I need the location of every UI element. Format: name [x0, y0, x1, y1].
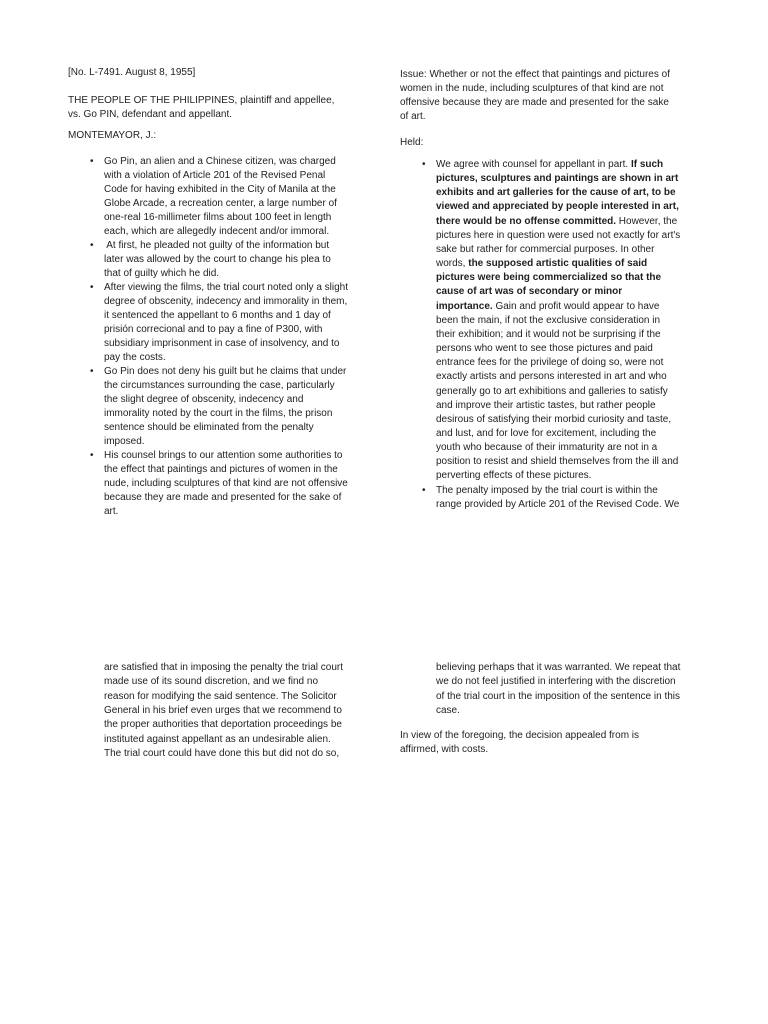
- text-segment: youth who because of their immaturity are not in a: [436, 442, 658, 454]
- continuation-right-line: [436, 661, 680, 675]
- text-segment: Code for having exhibited in the City of Manila at the: [104, 184, 336, 195]
- held-line: [436, 314, 680, 328]
- text-segment: the effect that paintings and pictures of women in the: [104, 464, 338, 475]
- issue-paragraph: [400, 68, 670, 124]
- held-line: [436, 186, 680, 200]
- bold-text: importance.: [436, 300, 493, 312]
- ponente: MONTEMAYOR, J.:: [68, 130, 157, 141]
- facts-line: [104, 281, 348, 295]
- bullet-marker: •: [90, 282, 94, 293]
- facts-line: [104, 295, 348, 309]
- held-line: [436, 300, 680, 314]
- facts-line: [104, 267, 348, 281]
- parties-line: [68, 108, 334, 122]
- facts-line: [104, 463, 348, 477]
- text-segment: sentence should be eliminated from the penalty: [104, 422, 314, 433]
- text-segment: the slight degree of obscenity, indecency and: [104, 394, 304, 405]
- continuation-right-line: [436, 704, 680, 718]
- facts-line: [104, 309, 348, 323]
- text-segment: we do not feel justified in interfering with the discretion: [436, 676, 676, 688]
- text-segment: believing perhaps that it was warranted. We repeat that: [436, 662, 681, 673]
- text-segment: In view of the foregoing, the decision appealed from is: [400, 730, 640, 741]
- facts-line: [104, 323, 348, 337]
- held-line: [436, 243, 680, 257]
- conclusion-paragraph: [400, 729, 639, 757]
- text-segment: generally go to art exhibitions and galleries to satisfy: [436, 385, 668, 397]
- facts-list: [90, 155, 349, 519]
- parties-line: [68, 94, 334, 108]
- facts-line: [104, 505, 348, 519]
- bold-text: pictures, sculptures and paintings are shown in art: [436, 173, 679, 185]
- text-segment: We agree with counsel for appellant in part.: [436, 159, 631, 170]
- bullet-marker: •: [90, 366, 94, 377]
- text-segment: nude, including sculptures of that kind are not offensive: [104, 478, 348, 489]
- text-segment: are satisfied that in imposing the penalty the trial court: [104, 662, 344, 673]
- facts-line: [104, 393, 348, 407]
- held-line: [436, 441, 680, 455]
- text-segment: pictures here in question were used not exactly for art's: [436, 229, 681, 241]
- conclusion-line: [400, 743, 639, 757]
- issue-line: [400, 82, 670, 96]
- text-segment: sake but rather for commercial purposes. In other: [436, 243, 655, 255]
- bold-text: exhibits and art galleries for the cause of art, to be: [436, 187, 676, 199]
- text-segment: with a violation of Article 201 of the Revised Penal: [104, 170, 326, 181]
- text-segment: because they are made and presented for the sake of: [104, 492, 342, 503]
- held-line: [436, 413, 680, 427]
- text-segment: case.: [436, 704, 460, 716]
- bold-text: viewed and appreciated by people interested in art,: [436, 201, 679, 213]
- held-line: [436, 328, 680, 342]
- held-heading: Held:: [400, 137, 424, 148]
- case-parties: [68, 94, 334, 122]
- facts-line: [104, 183, 348, 197]
- bold-text: there would be no offense committed.: [436, 215, 617, 227]
- text-segment: exactly artists and persons interested in art and who: [436, 371, 667, 383]
- text-segment: persons who went to see those pictures and paid: [436, 343, 653, 355]
- held-list: [422, 158, 681, 512]
- bold-text: cause of art was of secondary or minor: [436, 286, 623, 298]
- continuation-right-line: [436, 690, 680, 704]
- facts-line: [104, 449, 348, 463]
- facts-line: [104, 253, 348, 267]
- continuation-left-line: [104, 704, 343, 718]
- facts-line: [104, 365, 348, 379]
- issue-line: [400, 68, 670, 82]
- text-segment: subsidiary imprisonment in case of insolvency, and to: [104, 338, 340, 349]
- text-segment: reason for modifying the said sentence. The Solicitor: [104, 690, 337, 702]
- continuation-left-line: [104, 690, 343, 704]
- text-segment: THE PEOPLE OF THE PHILIPPINES, plaintiff and appellee,: [68, 95, 335, 106]
- text-segment: the circumstances surrounding the case, particularly: [104, 380, 335, 391]
- text-segment: offensive because they are made and presented for the sake: [400, 97, 669, 108]
- held-line: [436, 356, 680, 370]
- text-segment: the proper authorities that deportation proceedings be: [104, 719, 342, 731]
- text-segment: perverting effects of these pictures.: [436, 470, 592, 482]
- facts-bullet-item: [90, 155, 348, 239]
- facts-bullet-item: [90, 449, 348, 519]
- text-segment: imposed.: [104, 436, 145, 447]
- held-line: [436, 285, 680, 299]
- issue-line: [400, 110, 670, 124]
- held-line: [436, 257, 680, 271]
- facts-bullet-item: [90, 239, 348, 281]
- continuation-left-line: [104, 675, 343, 689]
- text-segment: Go Pin, an alien and a Chinese citizen, was charged: [104, 156, 336, 167]
- text-segment: and lust, and for love for excitement, including the: [436, 427, 657, 439]
- facts-line: [104, 225, 348, 239]
- text-segment: degree of obscenity, indecency and immorality in them,: [104, 296, 348, 307]
- facts-line: [104, 407, 348, 421]
- case-number: [No. L-7491. August 8, 1955]: [68, 67, 196, 78]
- held-line: [436, 215, 680, 229]
- text-segment: their exhibition; and it would not be surprising if the: [436, 328, 661, 340]
- text-segment: of the trial court in the imposition of the sentence in this: [436, 690, 681, 702]
- text-segment: immorality noted by the court in the films, the prison: [104, 408, 333, 419]
- facts-line: [104, 435, 348, 449]
- held-line: [436, 200, 680, 214]
- held-line: [436, 229, 680, 243]
- facts-line: [104, 337, 348, 351]
- held-line: [436, 342, 680, 356]
- text-segment: of art.: [400, 111, 426, 122]
- held-line: [436, 370, 680, 384]
- text-segment: that of guilty which he did.: [104, 268, 220, 279]
- text-segment: range provided by Article 201 of the Revised Code. We: [436, 498, 680, 510]
- facts-line: [104, 379, 348, 393]
- text-segment: Gain and profit would appear to have: [492, 300, 660, 312]
- held-line: [436, 172, 680, 186]
- bullet-marker: •: [90, 156, 94, 167]
- text-segment: and improve their artistic tastes, but rather people: [436, 399, 656, 411]
- text-segment: position to resist and shield themselves from the ill and: [436, 456, 679, 468]
- bold-text: If such: [630, 159, 664, 170]
- text-segment: Issue: Whether or not the effect that paintings and pictures of: [400, 69, 670, 80]
- text-segment: desirous of satisfying their morbid curiosity and taste,: [436, 413, 672, 425]
- facts-bullet-item: [90, 365, 348, 449]
- facts-bullet-item: [90, 281, 349, 365]
- text-segment: it sentenced the appellant to 6 months and 1 day of: [104, 310, 331, 321]
- bold-text: pictures were being commercialized so that the: [436, 272, 662, 284]
- continuation-left-line: [104, 661, 343, 675]
- text-segment: Globe Arcade, a recreation center, a large number of: [104, 198, 337, 209]
- facts-line: [104, 239, 348, 253]
- bold-text: the supposed artistic qualities of said: [468, 258, 648, 270]
- text-segment: vs. Go PIN, defendant and appellant.: [68, 109, 232, 120]
- facts-line: [104, 421, 348, 435]
- text-segment: prisión correcional and to pay a fine of P300, with: [104, 324, 323, 335]
- held-bullet-item: [422, 158, 681, 484]
- continuation-left-line: [104, 747, 343, 761]
- bullet-marker: •: [422, 484, 426, 496]
- bullet-marker: •: [90, 240, 94, 251]
- held-line: [436, 399, 680, 413]
- text-segment: affirmed, with costs.: [400, 744, 489, 756]
- facts-line: [104, 169, 348, 183]
- text-segment: The trial court could have done this but did not do so,: [104, 747, 340, 759]
- continuation-left-line: [104, 733, 343, 747]
- text-segment: entrance fees for the privilege of doing so, were not: [436, 357, 664, 369]
- bullet-marker: •: [422, 159, 426, 170]
- facts-line: [104, 197, 348, 211]
- continuation-right-line: [436, 675, 680, 689]
- text-segment: Go Pin does not deny his guilt but he claims that under: [104, 366, 347, 377]
- held-bullet-item: [422, 484, 680, 512]
- continuation-left-line: [104, 718, 343, 732]
- text-segment: been the main, if not the exclusive consideration in: [436, 314, 661, 326]
- text-segment: art.: [104, 506, 119, 517]
- text-segment: pay the costs.: [104, 352, 166, 363]
- facts-line: [104, 155, 348, 169]
- facts-line: [104, 211, 348, 225]
- text-segment: one-real 16-millimeter films about 100 feet in length: [104, 212, 332, 223]
- text-segment: General in his brief even urges that we recommend to: [104, 704, 342, 716]
- text-segment: The penalty imposed by the trial court is within the: [436, 484, 658, 496]
- held-line: [436, 498, 680, 512]
- held-line: [436, 158, 680, 172]
- held-line: [436, 271, 680, 285]
- held-line: [436, 385, 680, 399]
- text-segment: At first, he pleaded not guilty of the information but: [104, 240, 330, 251]
- text-segment: later was allowed by the court to change his plea to: [104, 254, 331, 265]
- facts-line: [104, 351, 348, 365]
- conclusion-line: [400, 729, 639, 743]
- held-line: [436, 427, 680, 441]
- text-segment: instituted against appellant as an undesirable alien.: [104, 733, 331, 745]
- held-line: [436, 484, 680, 498]
- continuation-left: [104, 661, 343, 761]
- facts-line: [104, 477, 348, 491]
- continuation-right: [436, 661, 680, 718]
- text-segment: However, the: [616, 215, 678, 227]
- text-segment: words,: [436, 258, 469, 270]
- text-segment: women in the nude, including sculptures of that kind are not: [400, 83, 664, 94]
- text-segment: After viewing the films, the trial court noted only a slight: [104, 282, 349, 293]
- issue-line: [400, 96, 670, 110]
- held-line: [436, 469, 680, 483]
- text-segment: each, which are allegedly indecent and/or immoral.: [104, 226, 330, 237]
- bullet-marker: •: [90, 450, 94, 461]
- held-line: [436, 455, 680, 469]
- facts-line: [104, 491, 348, 505]
- text-segment: made use of its sound discretion, and we find no: [104, 676, 319, 688]
- text-segment: His counsel brings to our attention some authorities to: [104, 450, 343, 461]
